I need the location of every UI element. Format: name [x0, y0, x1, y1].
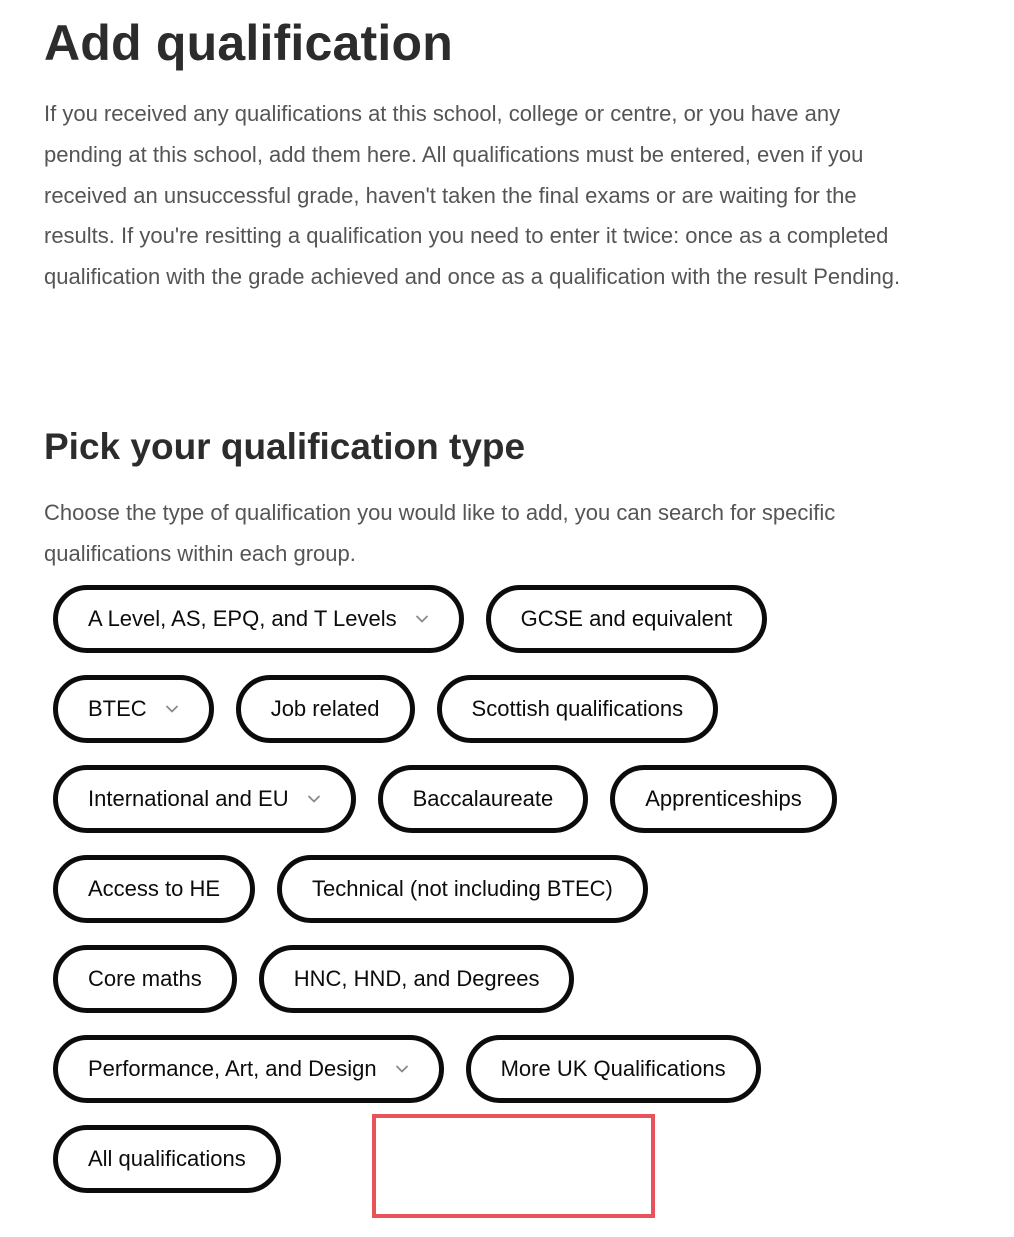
pill-label: Apprenticeships	[645, 786, 802, 811]
qualification-type-gcse-button[interactable]	[486, 585, 768, 653]
chevron-down-icon	[165, 702, 179, 716]
qualification-type-performance-art-design-button[interactable]	[53, 1035, 444, 1103]
qualification-type-list	[53, 585, 853, 1193]
pill-label: GCSE and equivalent	[520, 606, 733, 631]
pill-label: Job related	[270, 696, 380, 721]
qualification-type-btec-button[interactable]	[53, 675, 214, 743]
qualification-type-all-qualifications-button[interactable]	[53, 1125, 281, 1193]
pill-label: More UK Qualifications	[500, 1056, 726, 1081]
page-title: Add qualification	[44, 15, 453, 71]
pill-label: All qualifications	[88, 1146, 246, 1171]
qualification-type-scottish-button[interactable]	[437, 675, 719, 743]
pill-label: A Level, AS, EPQ, and T Levels	[88, 606, 397, 631]
pill-label: Baccalaureate	[412, 786, 554, 811]
qualification-type-technical-button[interactable]	[277, 855, 648, 923]
pill-label: Access to HE	[88, 876, 221, 901]
qualification-type-baccalaureate-button[interactable]	[378, 765, 589, 833]
section-description: Choose the type of qualification you would like to add, you can search for specific qualifications within each group.	[44, 500, 836, 566]
qualification-type-a-level-button[interactable]	[53, 585, 464, 653]
qualification-type-core-maths-button[interactable]	[53, 945, 237, 1013]
chevron-down-icon	[307, 792, 321, 806]
pill-label: BTEC	[88, 696, 147, 721]
section-title: Pick your qualification type	[44, 426, 526, 467]
qualification-type-access-to-he-button[interactable]	[53, 855, 255, 923]
pill-label: International and EU	[88, 786, 289, 811]
pill-label: Core maths	[88, 966, 202, 991]
qualification-type-more-uk-button[interactable]	[466, 1035, 761, 1103]
pill-label: HNC, HND, and Degrees	[293, 966, 540, 991]
qualification-type-hnc-hnd-degrees-button[interactable]	[259, 945, 575, 1013]
qualification-type-apprenticeships-button[interactable]	[610, 765, 837, 833]
qualification-type-job-related-button[interactable]	[236, 675, 415, 743]
intro-text: If you received any qualifications at this school, college or centre, or you have any pending at this school, add them here. All qualifications must be entered, even if you received an unsuccessful grade, haven't taken the final exams or are waiting for the results. If you're resitting a qualification you need to enter it twice: once as a completed qualification with the grade achieved and once as a qualification with the result Pending.	[44, 101, 901, 290]
pill-label: Scottish qualifications	[471, 696, 684, 721]
pill-label: Technical (not including BTEC)	[312, 876, 613, 901]
chevron-down-icon	[395, 1062, 409, 1076]
pill-label: Performance, Art, and Design	[88, 1056, 377, 1081]
qualification-type-international-eu-button[interactable]	[53, 765, 356, 833]
chevron-down-icon	[415, 612, 429, 626]
